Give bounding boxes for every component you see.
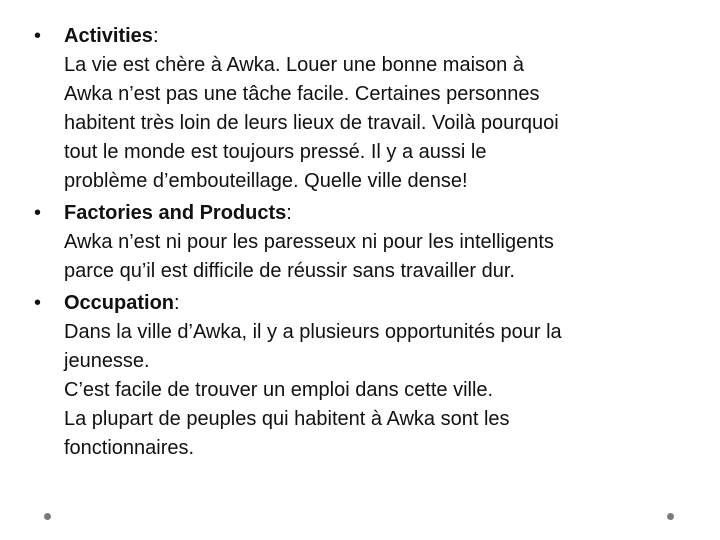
- corner-dot-right-icon: [667, 513, 674, 520]
- heading-punct: :: [174, 292, 180, 314]
- body-line: habitent très loin de leurs lieux de travail. Voilà pourquoi: [64, 112, 559, 134]
- body-line: C’est facile de trouver un emploi dans cette ville.: [64, 379, 494, 401]
- bullet-list: [30, 22, 700, 466]
- bullet-item-factories: [30, 199, 700, 286]
- body-line: Dans la ville d’Awka, il y a plusieurs opportunités pour la: [64, 321, 562, 343]
- bullet-heading: [64, 289, 700, 318]
- body-line: Awka n’est pas une tâche facile. Certaines personnes: [64, 83, 540, 105]
- bullet-icon: •: [34, 25, 42, 47]
- heading-term: Factories and Products: [64, 202, 287, 224]
- body-line: jeunesse.: [64, 350, 150, 372]
- bullet-item-activities: [30, 22, 700, 196]
- heading-term: Occupation: [64, 292, 175, 314]
- body-line: Awka n’est ni pour les paresseux ni pour les intelligents: [64, 231, 554, 253]
- body-line: La plupart de peuples qui habitent à Awka sont les: [64, 408, 510, 430]
- bullet-icon: •: [34, 202, 42, 224]
- bullet-icon: •: [34, 292, 42, 314]
- heading-punct: :: [286, 202, 292, 224]
- body-line: tout le monde est toujours pressé. Il y a aussi le: [64, 141, 487, 163]
- bullet-heading: [64, 22, 700, 51]
- body-line: problème d’embouteillage. Quelle ville dense!: [64, 170, 468, 192]
- bullet-heading: [64, 199, 700, 228]
- body-line: parce qu’il est difficile de réussir sans travailler dur.: [64, 260, 515, 282]
- body-line: La vie est chère à Awka. Louer une bonne maison à: [64, 54, 524, 76]
- corner-dot-left-icon: [44, 513, 51, 520]
- body-line: fonctionnaires.: [64, 437, 195, 459]
- heading-term: Activities: [64, 25, 153, 47]
- heading-punct: :: [152, 25, 159, 47]
- bullet-item-occupation: [30, 289, 700, 463]
